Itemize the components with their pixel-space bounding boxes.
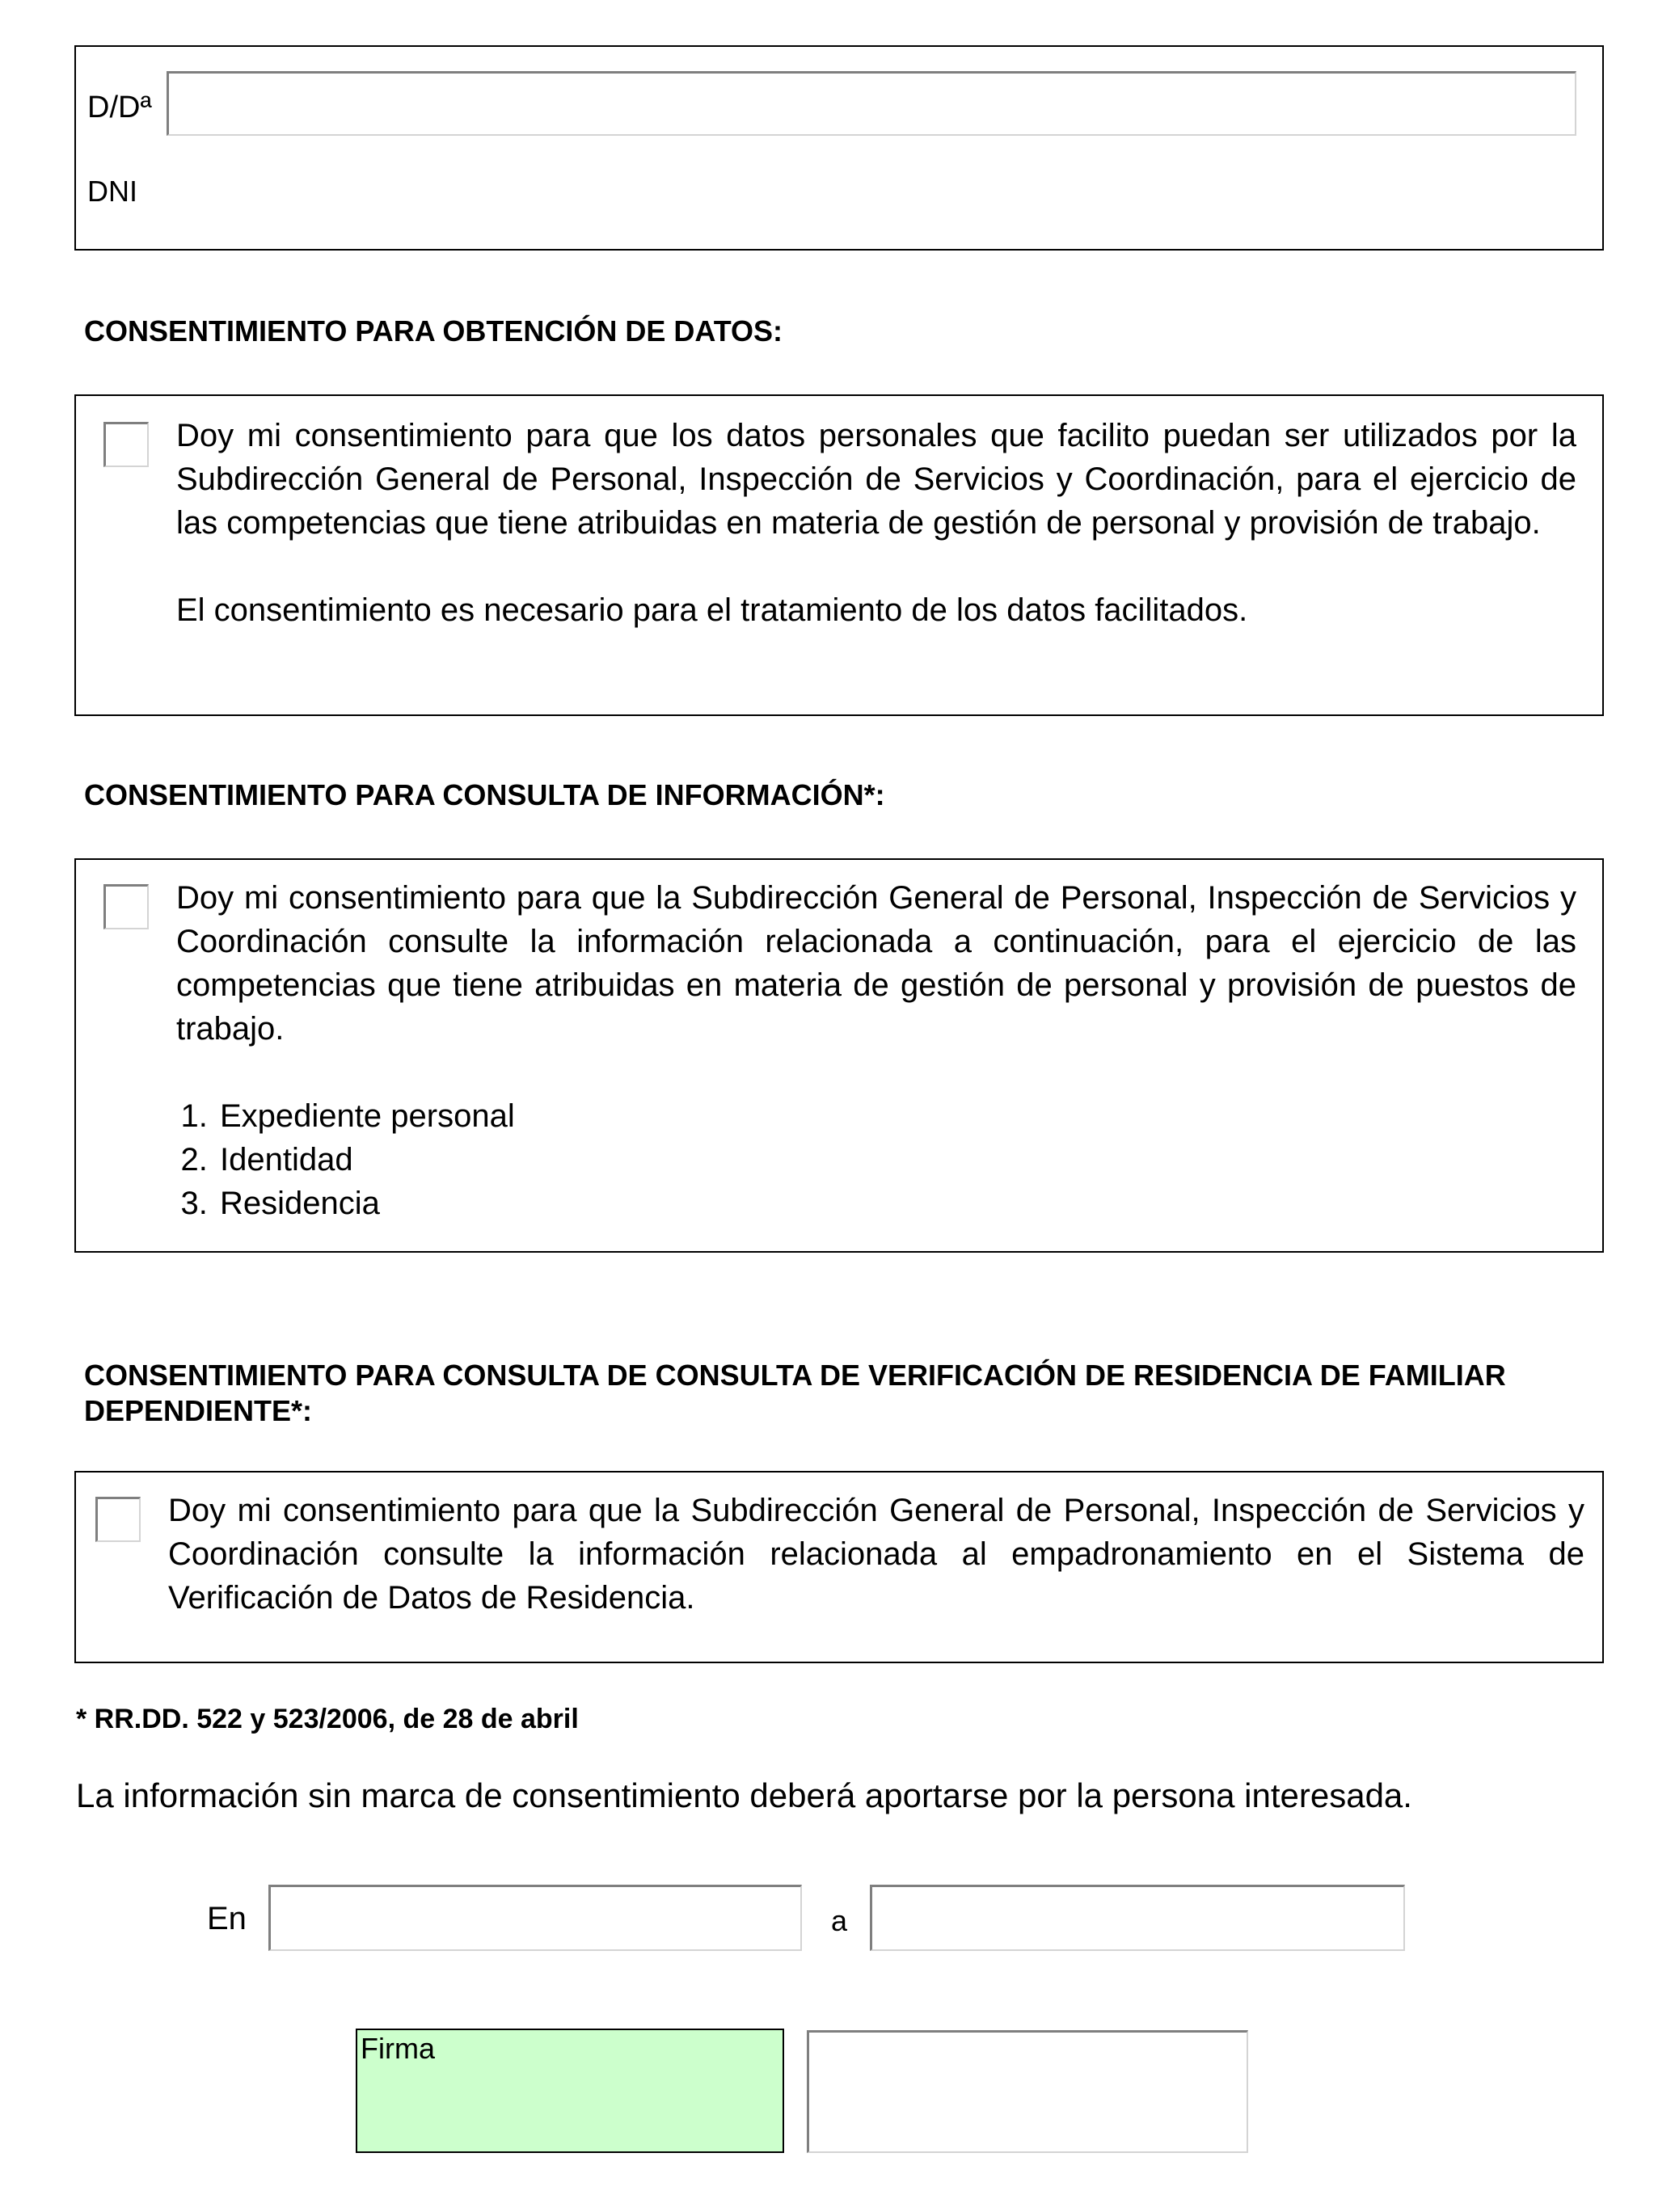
- en-label: En: [207, 1901, 247, 1936]
- section2-heading: CONSENTIMIENTO PARA CONSULTA DE INFORMACIÓN*:: [84, 778, 885, 811]
- list-item: 3. Residencia: [217, 1182, 515, 1225]
- section1-note: El consentimiento es necesario para el tratamiento de los datos facilitados.: [176, 592, 1248, 628]
- name-input[interactable]: [167, 71, 1576, 136]
- footnote: * RR.DD. 522 y 523/2006, de 28 de abril: [76, 1704, 579, 1734]
- signature-field[interactable]: [807, 2030, 1248, 2153]
- section1-heading: CONSENTIMIENTO PARA OBTENCIÓN DE DATOS:: [84, 314, 783, 348]
- date-input[interactable]: [870, 1885, 1405, 1951]
- signature-label: Firma: [361, 2032, 435, 2065]
- list-item: 2. Identidad: [217, 1138, 515, 1182]
- section3-text: Doy mi consentimiento para que la Subdirección General de Personal, Inspección de Servicios y Coordinación consulte la información relacionada al empadronamiento en el Sistema de Verificación de Datos de Residencia.: [168, 1493, 1584, 1616]
- notice-text: La información sin marca de consentimiento deberá aportarse por la persona interesada.: [76, 1776, 1412, 1814]
- list-item: 1. Expediente personal: [217, 1094, 515, 1138]
- section1-box: [74, 394, 1604, 716]
- identity-box: [74, 45, 1604, 251]
- name-label: D/Dª: [87, 91, 152, 124]
- place-input[interactable]: [268, 1885, 802, 1951]
- a-label: a: [831, 1904, 848, 1937]
- section1-text-block: [176, 414, 1576, 632]
- section1-text: Doy mi consentimiento para que los datos personales que facilito puedan ser utilizados por la Subdirección General de Personal, Inspección de Servicios y Coordinación, para el ejercicio de las competencias que tiene atribuidas en materia de gestión de personal y provisión de trabajo.: [176, 418, 1576, 541]
- section3-box: [74, 1471, 1604, 1663]
- section2-item-list: [176, 1094, 515, 1225]
- section3-checkbox[interactable]: [95, 1497, 141, 1542]
- signature-label-box: [356, 2029, 784, 2153]
- section3-heading: CONSENTIMIENTO PARA CONSULTA DE CONSULTA DE VERIFICACIÓN DE RESIDENCIA DE FAMILIAR DEPENDIENTE*:: [84, 1359, 1506, 1427]
- section2-text: Doy mi consentimiento para que la Subdirección General de Personal, Inspección de Servicios y Coordinación consulte la información relacionada a continuación, para el ejercicio de las competencias que tiene atribuidas en materia de gestión de personal y provisión de puestos de trabajo.: [176, 880, 1576, 1047]
- section2-checkbox[interactable]: [103, 884, 149, 929]
- section1-checkbox[interactable]: [103, 422, 149, 467]
- section2-box: [74, 858, 1604, 1253]
- dni-label: DNI: [87, 175, 137, 208]
